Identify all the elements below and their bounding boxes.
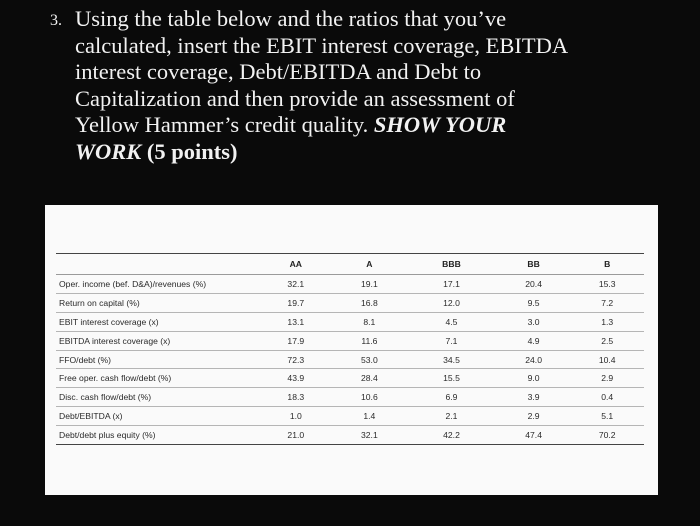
header-bbb: BBB: [406, 254, 497, 275]
row-value: 9.0: [497, 369, 571, 388]
question-line-5: [50, 112, 670, 139]
table-row: [56, 293, 644, 312]
row-value: 2.1: [406, 407, 497, 426]
row-value: 2.9: [570, 369, 644, 388]
row-value: 15.3: [570, 275, 644, 294]
row-value: 0.4: [570, 388, 644, 407]
row-value: 7.2: [570, 293, 644, 312]
question-line-2: calculated, insert the EBIT interest coverage, EBITDA: [75, 32, 569, 58]
question-line-3: interest coverage, Debt/EBITDA and Debt to: [75, 59, 482, 85]
row-value: 32.1: [333, 426, 407, 445]
row-label: Debt/debt plus equity (%): [56, 426, 259, 445]
row-value: 32.1: [259, 275, 333, 294]
row-value: 70.2: [570, 426, 644, 445]
row-value: 6.9: [406, 388, 497, 407]
table-row: [56, 275, 644, 294]
row-value: 12.0: [406, 293, 497, 312]
question-line-6: [50, 139, 670, 166]
row-value: 1.3: [570, 312, 644, 331]
row-value: 4.9: [497, 331, 571, 350]
table-row: [56, 426, 644, 445]
row-value: 34.5: [406, 350, 497, 369]
row-value: 19.7: [259, 293, 333, 312]
work-emphasis: WORK: [75, 138, 142, 164]
row-value: 16.8: [333, 293, 407, 312]
row-value: 1.0: [259, 407, 333, 426]
row-value: 3.0: [497, 312, 571, 331]
question-line-5-text: Yellow Hammer’s credit quality.: [75, 112, 374, 138]
table-row: [56, 331, 644, 350]
row-value: 43.9: [259, 369, 333, 388]
table-header-row: [56, 254, 644, 275]
row-value: 15.5: [406, 369, 497, 388]
row-value: 5.1: [570, 407, 644, 426]
row-label: Disc. cash flow/debt (%): [56, 388, 259, 407]
ratios-table-image: [45, 205, 658, 495]
table-row: [56, 407, 644, 426]
credit-ratios-table: [56, 253, 644, 445]
row-value: 24.0: [497, 350, 571, 369]
header-b: B: [570, 254, 644, 275]
row-label: EBITDA interest coverage (x): [56, 331, 259, 350]
row-value: 21.0: [259, 426, 333, 445]
row-value: 47.4: [497, 426, 571, 445]
row-value: 9.5: [497, 293, 571, 312]
row-value: 4.5: [406, 312, 497, 331]
row-label: Oper. income (bef. D&A)/revenues (%): [56, 275, 259, 294]
row-value: 8.1: [333, 312, 407, 331]
row-value: 53.0: [333, 350, 407, 369]
header-a: A: [333, 254, 407, 275]
table-row: [56, 369, 644, 388]
header-label-column: [56, 254, 259, 275]
row-value: 10.4: [570, 350, 644, 369]
row-label: Free oper. cash flow/debt (%): [56, 369, 259, 388]
row-value: 2.9: [497, 407, 571, 426]
row-value: 2.5: [570, 331, 644, 350]
row-value: 20.4: [497, 275, 571, 294]
row-value: 3.9: [497, 388, 571, 407]
header-aa: AA: [259, 254, 333, 275]
row-value: 17.9: [259, 331, 333, 350]
row-value: 19.1: [333, 275, 407, 294]
row-label: EBIT interest coverage (x): [56, 312, 259, 331]
show-your-emphasis: SHOW YOUR: [373, 112, 507, 138]
row-value: 18.3: [259, 388, 333, 407]
row-value: 10.6: [333, 388, 407, 407]
table-row: [56, 312, 644, 331]
table-row: [56, 350, 644, 369]
row-label: Debt/EBITDA (x): [56, 407, 259, 426]
row-value: 1.4: [333, 407, 407, 426]
row-value: 28.4: [333, 369, 407, 388]
question-number: 3.: [50, 12, 62, 29]
header-bb: BB: [497, 254, 571, 275]
row-value: 72.3: [259, 350, 333, 369]
question-text: [50, 6, 670, 166]
question-line-4: Capitalization and then provide an assessment of: [75, 85, 515, 111]
row-value: 13.1: [259, 312, 333, 331]
row-label: FFO/debt (%): [56, 350, 259, 369]
row-value: 11.6: [333, 331, 407, 350]
row-value: 42.2: [406, 426, 497, 445]
table-row: [56, 388, 644, 407]
points-label: (5 points): [141, 138, 238, 164]
row-value: 7.1: [406, 331, 497, 350]
row-value: 17.1: [406, 275, 497, 294]
question-line-1: Using the table below and the ratios that you’ve: [75, 6, 507, 31]
row-label: Return on capital (%): [56, 293, 259, 312]
